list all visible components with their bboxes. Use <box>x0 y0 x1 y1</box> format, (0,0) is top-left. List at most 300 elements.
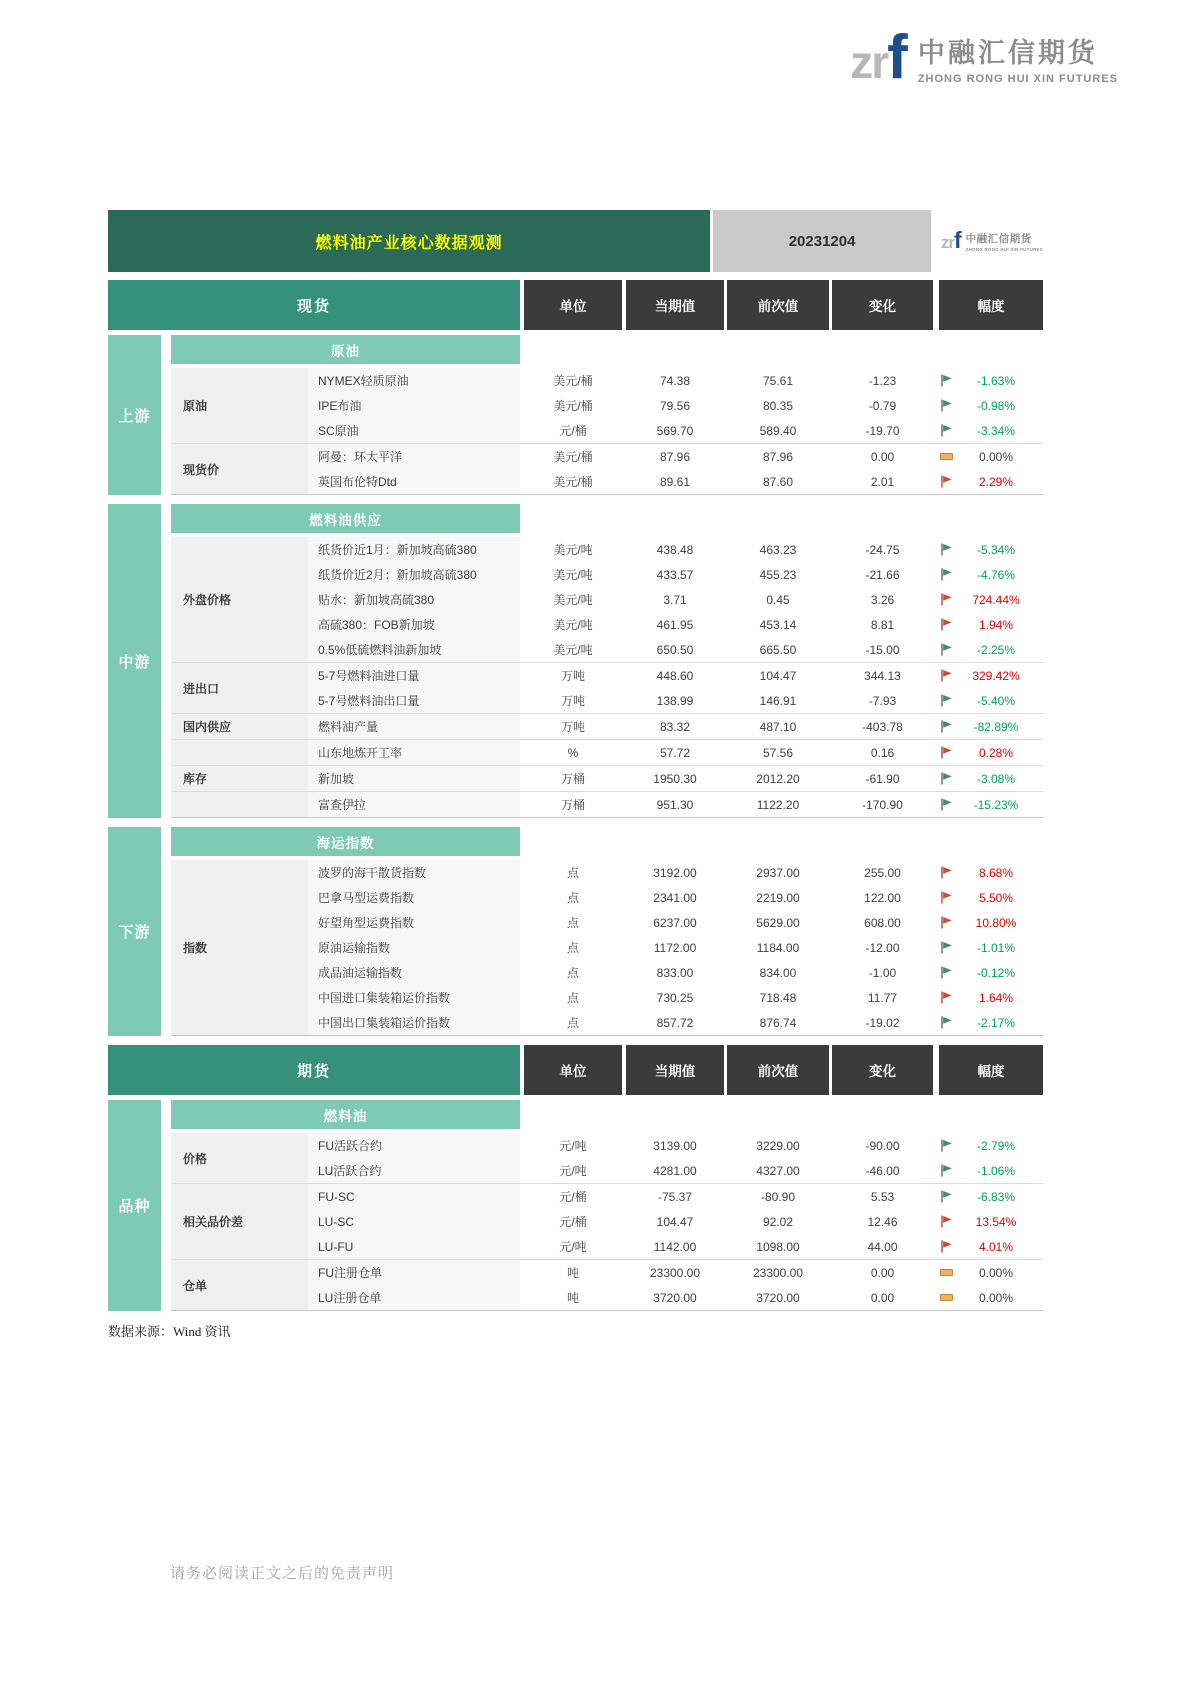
cell-item-label: 巴拿马型运费指数 <box>308 885 520 910</box>
down-flag-icon <box>940 424 953 437</box>
section-body <box>171 504 1043 818</box>
pct-value: 13.54% <box>975 1214 1017 1229</box>
table-row <box>308 368 1043 393</box>
cell-previous-value: 3229.00 <box>756 1138 800 1153</box>
cell-item-label: 纸货价近2月：新加坡高硫380 <box>308 562 520 587</box>
group-label: 进出口 <box>171 663 308 713</box>
pct-value: 4.01% <box>978 1239 1014 1254</box>
cell-item-label: 波罗的海干散货指数 <box>308 860 520 885</box>
pct-value: 1.64% <box>978 990 1014 1005</box>
company-name-cn: 中融汇信期货 <box>965 232 1032 245</box>
cell-current-value: 833.00 <box>656 965 694 980</box>
flat-dash-icon <box>940 1294 953 1301</box>
cell-unit: 美元/桶 <box>553 374 593 388</box>
down-flag-icon <box>940 399 953 412</box>
cell-change-value: -61.90 <box>865 771 900 786</box>
data-table-spot <box>108 280 1043 1036</box>
cell-unit: 美元/桶 <box>553 475 593 489</box>
cell-current-value: 448.60 <box>656 668 694 683</box>
group-rows <box>308 537 1043 662</box>
cell-item-label: 0.5%低硫燃料油新加坡 <box>308 637 520 662</box>
cell-pct <box>939 1133 1043 1158</box>
cell-current-value: 3.71 <box>663 592 687 607</box>
cell-current-value: 138.99 <box>656 693 694 708</box>
group-rows <box>308 1184 1043 1259</box>
pct-value: 5.50% <box>978 890 1014 905</box>
cell-change-value: 0.00 <box>870 1290 895 1305</box>
down-flag-icon <box>940 694 953 707</box>
cell-pct <box>939 418 1043 443</box>
column-header: 变化 <box>832 280 933 330</box>
table-row <box>308 469 1043 494</box>
table-header-row <box>108 1045 1043 1095</box>
cell-change-value: 122.00 <box>864 890 901 905</box>
cell-item-label: 原油运输指数 <box>308 935 520 960</box>
cell-unit: 美元/吨 <box>553 643 593 657</box>
cell-unit: 美元/吨 <box>553 543 593 557</box>
cell-previous-value: 1184.00 <box>756 940 800 955</box>
group-rows <box>308 740 1043 765</box>
column-header: 幅度 <box>939 280 1043 330</box>
data-table-futures <box>108 1045 1043 1311</box>
row-group <box>171 537 1043 662</box>
report-title: 燃料油产业核心数据观测 <box>108 210 710 272</box>
group-label: 现货价 <box>171 444 308 494</box>
cell-pct <box>939 766 1043 791</box>
logo-text <box>966 231 1043 252</box>
down-flag-icon <box>940 941 953 954</box>
cell-current-value: 2341.00 <box>653 890 697 905</box>
cell-previous-value: 1098.00 <box>756 1239 800 1254</box>
cell-previous-value: 834.00 <box>759 965 797 980</box>
company-name-cn: 中融汇信期货 <box>917 37 1098 68</box>
cell-unit: 元/桶 <box>559 424 587 438</box>
down-flag-icon <box>940 1190 953 1203</box>
cell-current-value: 1172.00 <box>653 940 697 955</box>
cell-unit: 元/吨 <box>559 1164 587 1178</box>
cell-item-label: 英国布伦特Dtd <box>308 469 520 494</box>
cell-pct <box>939 688 1043 713</box>
table-row <box>308 637 1043 662</box>
cell-item-label: 富查伊拉 <box>308 792 520 817</box>
cell-unit: 吨 <box>566 1291 579 1305</box>
logo-text <box>918 31 1118 85</box>
cell-current-value: 461.95 <box>656 617 694 632</box>
logo-f: f <box>887 23 908 92</box>
cell-previous-value: 57.56 <box>762 745 794 760</box>
up-flag-icon <box>940 891 953 904</box>
cell-unit: 万吨 <box>560 720 585 734</box>
cell-previous-value: 80.35 <box>762 398 794 413</box>
table-row <box>308 587 1043 612</box>
cell-previous-value: 5629.00 <box>756 915 800 930</box>
down-flag-icon <box>940 543 953 556</box>
row-group <box>171 713 1043 739</box>
cell-change-value: 0.00 <box>870 449 895 464</box>
table-row <box>308 740 1043 765</box>
cell-previous-value: 104.47 <box>759 668 797 683</box>
cell-current-value: 74.38 <box>659 373 691 388</box>
company-logo-small <box>941 210 1043 272</box>
cell-current-value: 4281.00 <box>653 1163 697 1178</box>
group-label: 外盘价格 <box>171 537 308 662</box>
cell-previous-value: 75.61 <box>762 373 794 388</box>
cell-current-value: 23300.00 <box>649 1265 701 1280</box>
cell-change-value: 255.00 <box>864 865 901 880</box>
row-group <box>171 765 1043 791</box>
cell-previous-value: 3720.00 <box>756 1290 800 1305</box>
cell-previous-value: 876.74 <box>759 1015 797 1030</box>
title-bar <box>108 210 1043 272</box>
cell-pct <box>939 368 1043 393</box>
section-body <box>171 335 1043 495</box>
cell-current-value: 104.47 <box>656 1214 694 1229</box>
disclaimer-text: 请务必阅读正文之后的免责声明 <box>170 1566 395 1582</box>
cell-unit: 点 <box>566 991 579 1005</box>
cell-pct <box>939 792 1043 817</box>
pct-value: -0.12% <box>976 965 1016 980</box>
pct-value: 724.44% <box>972 592 1020 607</box>
cell-change-value: -21.66 <box>865 567 900 582</box>
group-label: 原油 <box>171 368 308 443</box>
down-flag-icon <box>940 1016 953 1029</box>
table-title: 现货 <box>108 280 520 330</box>
cell-item-label: 高硫380：FOB新加坡 <box>308 612 520 637</box>
table-row <box>308 985 1043 1010</box>
cell-pct <box>939 960 1043 985</box>
logo-zrf-letters <box>940 227 962 254</box>
table-row <box>308 1010 1043 1035</box>
cell-unit: 美元/吨 <box>553 593 593 607</box>
cell-item-label: 燃料油产量 <box>308 714 520 739</box>
cell-previous-value: 455.23 <box>759 567 797 582</box>
table-row <box>308 910 1043 935</box>
section-side-label: 下游 <box>108 827 161 1036</box>
logo-zrf-letters <box>850 23 908 92</box>
pct-value: -3.08% <box>976 771 1016 786</box>
cell-change-value: 12.46 <box>867 1214 898 1229</box>
group-label <box>171 792 308 817</box>
cell-item-label: 中国进口集装箱运价指数 <box>308 985 520 1010</box>
table-row <box>308 885 1043 910</box>
table-row <box>308 1260 1043 1285</box>
up-flag-icon <box>940 475 953 488</box>
cell-unit: 万吨 <box>560 694 585 708</box>
cell-previous-value: 0.45 <box>766 592 790 607</box>
cell-change-value: -7.93 <box>868 693 897 708</box>
cell-item-label: 中国出口集装箱运价指数 <box>308 1010 520 1035</box>
column-header: 单位 <box>524 1045 622 1095</box>
column-header: 当期值 <box>626 1045 724 1095</box>
cell-pct <box>939 885 1043 910</box>
up-flag-icon <box>940 991 953 1004</box>
cell-pct <box>939 1234 1043 1259</box>
section-side-label: 上游 <box>108 335 161 495</box>
row-group <box>171 860 1043 1035</box>
cell-change-value: -1.00 <box>868 965 897 980</box>
cell-pct <box>939 444 1043 469</box>
pct-value: -5.40% <box>976 693 1016 708</box>
cell-item-label: LU-FU <box>308 1234 520 1259</box>
cell-unit: 点 <box>566 891 579 905</box>
column-header: 幅度 <box>939 1045 1043 1095</box>
column-header: 前次值 <box>727 280 829 330</box>
cell-change-value: -1.23 <box>868 373 897 388</box>
cell-previous-value: 2937.00 <box>756 865 800 880</box>
table-title: 期货 <box>108 1045 520 1095</box>
pct-value: 10.80% <box>975 915 1017 930</box>
down-flag-icon <box>940 1164 953 1177</box>
cell-previous-value: 463.23 <box>759 542 797 557</box>
row-group <box>171 791 1043 817</box>
down-flag-icon <box>940 798 953 811</box>
pct-value: 1.94% <box>978 617 1014 632</box>
table-row <box>308 612 1043 637</box>
section-band-title: 燃料油 <box>171 1100 520 1129</box>
cell-pct <box>939 935 1043 960</box>
up-flag-icon <box>940 916 953 929</box>
cell-previous-value: 2219.00 <box>756 890 800 905</box>
up-flag-icon <box>940 746 953 759</box>
cell-current-value: 433.57 <box>656 567 694 582</box>
cell-previous-value: 23300.00 <box>752 1265 804 1280</box>
cell-pct <box>939 740 1043 765</box>
pct-value: -1.01% <box>976 940 1016 955</box>
cell-pct <box>939 537 1043 562</box>
up-flag-icon <box>940 669 953 682</box>
table-row <box>308 537 1043 562</box>
cell-change-value: -15.00 <box>865 642 900 657</box>
group-rows <box>308 766 1043 791</box>
report-date: 20231204 <box>713 210 931 272</box>
cell-previous-value: 1122.20 <box>756 797 800 812</box>
group-label: 价格 <box>171 1133 308 1183</box>
cell-previous-value: 87.60 <box>762 474 794 489</box>
down-flag-icon <box>940 568 953 581</box>
table-row <box>308 714 1043 739</box>
pct-value: 0.00% <box>978 449 1014 464</box>
cell-previous-value: 589.40 <box>759 423 797 438</box>
up-flag-icon <box>940 1215 953 1228</box>
cell-change-value: -24.75 <box>865 542 900 557</box>
section <box>108 335 1043 495</box>
cell-change-value: 44.00 <box>867 1239 898 1254</box>
section-body <box>171 1100 1043 1311</box>
group-rows <box>308 1133 1043 1183</box>
cell-previous-value: 665.50 <box>759 642 797 657</box>
cell-unit: 万吨 <box>560 669 585 683</box>
cell-item-label: 5-7号燃料油出口量 <box>308 688 520 713</box>
section-side-label: 中游 <box>108 504 161 818</box>
pct-value: -0.98% <box>976 398 1016 413</box>
group-label: 指数 <box>171 860 308 1035</box>
cell-current-value: 438.48 <box>656 542 694 557</box>
flat-dash-icon <box>940 1269 953 1276</box>
cell-unit: % <box>567 745 579 760</box>
cell-change-value: -403.78 <box>862 719 903 734</box>
cell-pct <box>939 637 1043 662</box>
down-flag-icon <box>940 1139 953 1152</box>
cell-unit: 美元/吨 <box>553 568 593 582</box>
column-header: 单位 <box>524 280 622 330</box>
column-header: 变化 <box>832 1045 933 1095</box>
pct-value: 0.00% <box>978 1290 1014 1305</box>
cell-pct <box>939 1184 1043 1209</box>
pct-value: 329.42% <box>972 668 1020 683</box>
cell-pct <box>939 1285 1043 1310</box>
pct-value: -6.83% <box>976 1189 1016 1204</box>
cell-current-value: 730.25 <box>656 990 694 1005</box>
cell-item-label: 好望角型运费指数 <box>308 910 520 935</box>
data-source-note: 数据来源：Wind 资讯 <box>108 1324 231 1339</box>
cell-current-value: 857.72 <box>656 1015 694 1030</box>
cell-pct <box>939 587 1043 612</box>
report-body <box>108 210 1043 1340</box>
cell-item-label: FU注册仓单 <box>308 1260 520 1285</box>
cell-pct <box>939 393 1043 418</box>
pct-value: -15.23% <box>973 797 1019 812</box>
section <box>108 504 1043 818</box>
cell-current-value: 3192.00 <box>653 865 697 880</box>
cell-current-value: 6237.00 <box>653 915 697 930</box>
cell-item-label: 山东地炼开工率 <box>308 740 520 765</box>
down-flag-icon <box>940 966 953 979</box>
cell-pct <box>939 469 1043 494</box>
cell-item-label: 阿曼：环太平洋 <box>308 444 520 469</box>
up-flag-icon <box>940 593 953 606</box>
cell-unit: 点 <box>566 916 579 930</box>
pct-value: -5.34% <box>976 542 1016 557</box>
row-group <box>171 739 1043 765</box>
cell-unit: 元/桶 <box>559 1190 587 1204</box>
cell-unit: 点 <box>566 966 579 980</box>
cell-current-value: 3139.00 <box>653 1138 697 1153</box>
cell-pct <box>939 910 1043 935</box>
group-rows <box>308 663 1043 713</box>
cell-unit: 美元/桶 <box>553 450 593 464</box>
table-row <box>308 688 1043 713</box>
cell-previous-value: 4327.00 <box>756 1163 800 1178</box>
table-row <box>308 1184 1043 1209</box>
cell-change-value: -19.02 <box>865 1015 900 1030</box>
flat-dash-icon <box>940 453 953 460</box>
cell-previous-value: 2012.20 <box>756 771 800 786</box>
table-row <box>308 1209 1043 1234</box>
down-flag-icon <box>940 720 953 733</box>
pct-value: -3.34% <box>976 423 1016 438</box>
cell-item-label: 贴水：新加坡高硫380 <box>308 587 520 612</box>
cell-current-value: 89.61 <box>659 474 691 489</box>
data-tables <box>108 280 1043 1311</box>
cell-pct <box>939 562 1043 587</box>
up-flag-icon <box>940 1240 953 1253</box>
table-row <box>308 393 1043 418</box>
section-rows <box>171 368 1043 495</box>
group-label: 仓单 <box>171 1260 308 1310</box>
table-row <box>308 444 1043 469</box>
cell-change-value: 11.77 <box>867 990 898 1005</box>
cell-unit: 点 <box>566 1016 579 1030</box>
section-side-label: 品种 <box>108 1100 161 1311</box>
group-label <box>171 740 308 765</box>
cell-pct <box>939 1209 1043 1234</box>
section-band-title: 海运指数 <box>171 827 520 856</box>
cell-change-value: 3.26 <box>870 592 895 607</box>
down-flag-icon <box>940 643 953 656</box>
pct-value: -2.17% <box>976 1015 1016 1030</box>
row-group <box>171 1183 1043 1259</box>
cell-current-value: -75.37 <box>657 1189 693 1204</box>
company-name-en: ZHONG RONG HUI XIN FUTURES <box>917 72 1118 85</box>
table-row <box>308 1158 1043 1183</box>
cell-previous-value: 453.14 <box>759 617 797 632</box>
logo-zr: zr <box>850 36 888 88</box>
section-rows <box>171 860 1043 1036</box>
pct-value: 0.00% <box>978 1265 1014 1280</box>
table-row <box>308 766 1043 791</box>
table-row <box>308 792 1043 817</box>
cell-change-value: 2.01 <box>870 474 895 489</box>
pct-value: 0.28% <box>978 745 1014 760</box>
cell-item-label: 成品油运输指数 <box>308 960 520 985</box>
cell-item-label: FU活跃合约 <box>308 1133 520 1158</box>
cell-current-value: 57.72 <box>659 745 691 760</box>
cell-item-label: LU-SC <box>308 1209 520 1234</box>
cell-previous-value: 487.10 <box>759 719 797 734</box>
logo-zr: zr <box>940 233 954 253</box>
cell-pct <box>939 714 1043 739</box>
cell-previous-value: -80.90 <box>760 1189 796 1204</box>
cell-item-label: 新加坡 <box>308 766 520 791</box>
group-rows <box>308 860 1043 1035</box>
down-flag-icon <box>940 772 953 785</box>
group-rows <box>308 714 1043 739</box>
cell-pct <box>939 860 1043 885</box>
cell-change-value: -19.70 <box>865 423 900 438</box>
cell-change-value: 344.13 <box>864 668 901 683</box>
cell-item-label: SC原油 <box>308 418 520 443</box>
cell-current-value: 650.50 <box>656 642 694 657</box>
cell-previous-value: 146.91 <box>759 693 797 708</box>
cell-change-value: 608.00 <box>864 915 901 930</box>
pct-value: -4.76% <box>976 567 1016 582</box>
cell-item-label: FU-SC <box>308 1184 520 1209</box>
cell-item-label: NYMEX轻质原油 <box>308 368 520 393</box>
column-header: 前次值 <box>727 1045 829 1095</box>
row-group <box>171 1259 1043 1310</box>
cell-change-value: 5.53 <box>870 1189 895 1204</box>
row-group <box>171 662 1043 713</box>
company-name-en: ZHONG RONG HUI XIN FUTURES <box>965 246 1043 252</box>
cell-change-value: -46.00 <box>865 1163 900 1178</box>
cell-pct <box>939 985 1043 1010</box>
cell-item-label: 纸货价近1月：新加坡高硫380 <box>308 537 520 562</box>
cell-unit: 元/桶 <box>559 1215 587 1229</box>
cell-change-value: -90.00 <box>865 1138 900 1153</box>
cell-current-value: 1142.00 <box>653 1239 697 1254</box>
cell-unit: 美元/桶 <box>553 399 593 413</box>
table-row <box>308 935 1043 960</box>
table-row <box>308 663 1043 688</box>
group-rows <box>308 1260 1043 1310</box>
group-label: 国内供应 <box>171 714 308 739</box>
group-rows <box>308 368 1043 443</box>
cell-item-label: 5-7号燃料油进口量 <box>308 663 520 688</box>
cell-previous-value: 92.02 <box>762 1214 794 1229</box>
cell-unit: 点 <box>566 866 579 880</box>
cell-previous-value: 718.48 <box>759 990 797 1005</box>
pct-value: -2.25% <box>976 642 1016 657</box>
